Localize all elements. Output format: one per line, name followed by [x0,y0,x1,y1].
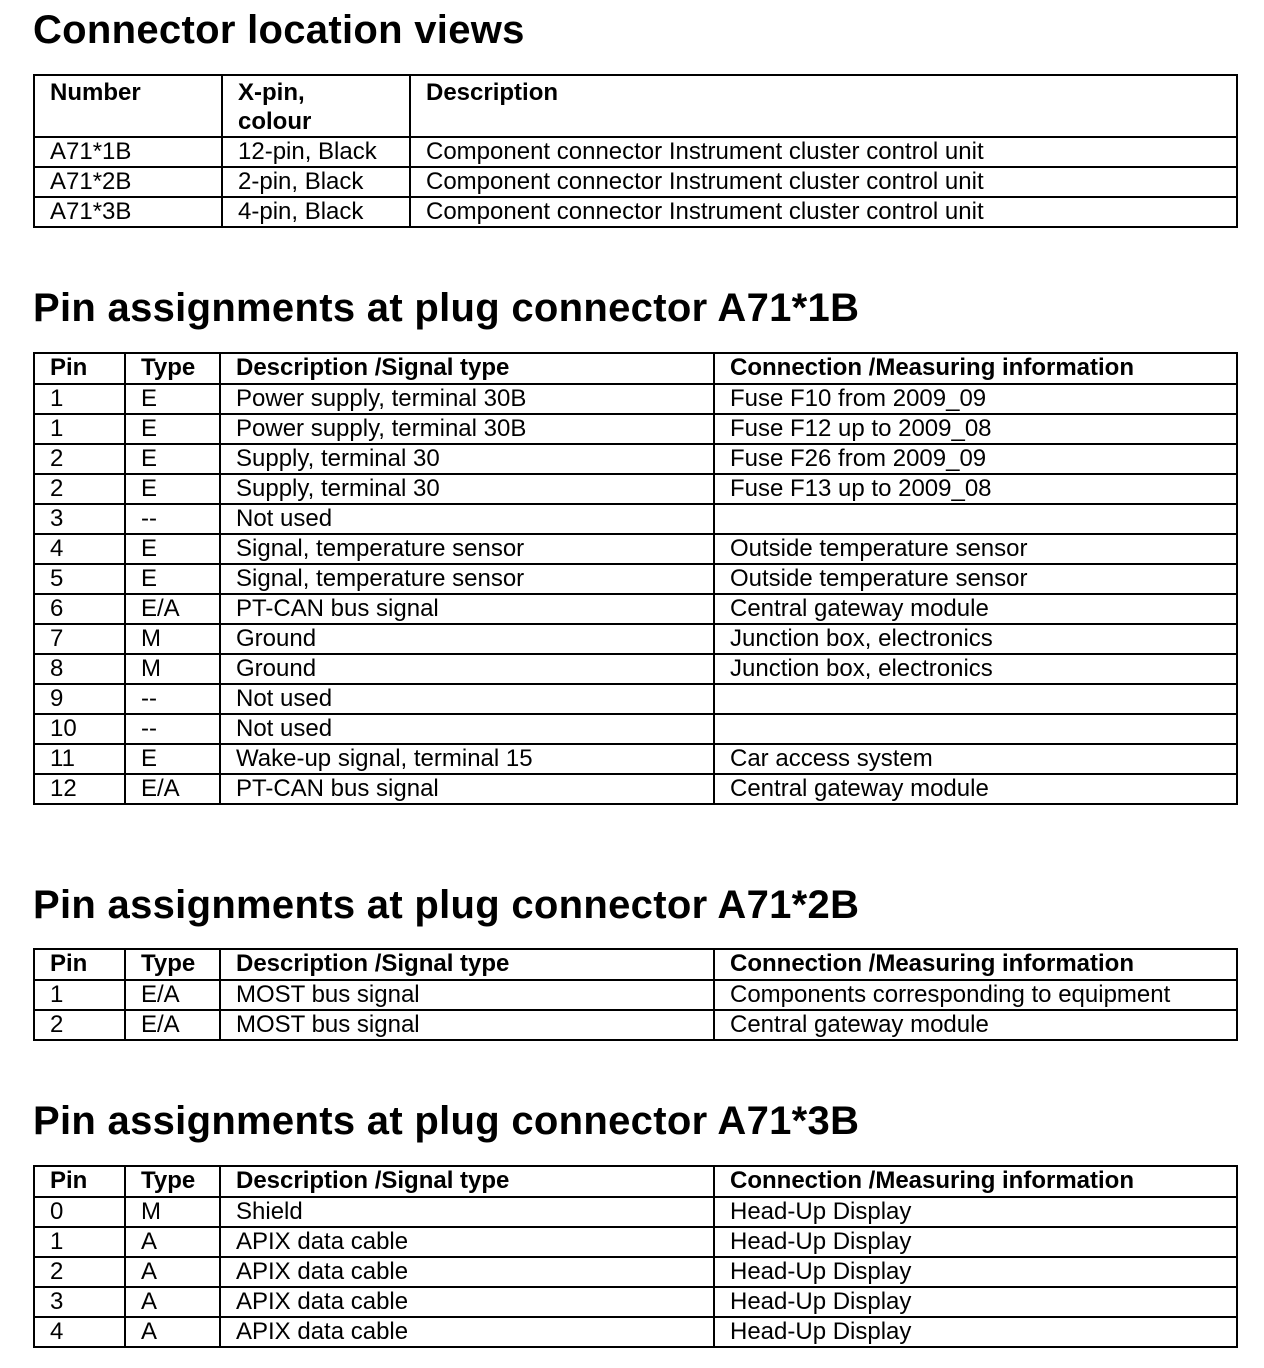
cell-connection: Head-Up Display [714,1227,1237,1257]
cell-type: E [125,444,220,474]
cell-type: A [125,1257,220,1287]
cell-description: Component connector Instrument cluster control unit [410,167,1237,197]
cell-pin: 1 [34,384,125,414]
pin-table-title-3b: Pin assignments at plug connector A71*3B [33,1099,860,1143]
cell-description: APIX data cable [220,1287,714,1317]
table-row [34,197,1237,227]
cell-connection: Junction box, electronics [714,654,1237,684]
column-header-pin: Pin [34,949,125,980]
cell-type: E [125,414,220,444]
table-row [34,1287,1237,1317]
table-row [34,504,1237,534]
cell-pin: 3 [34,1287,125,1317]
table-row [34,384,1237,414]
cell-type: -- [125,714,220,744]
table-body [34,384,1237,804]
column-header-type: Type [125,949,220,980]
cell-number: A71*2B [34,167,222,197]
cell-connection: Head-Up Display [714,1257,1237,1287]
table-row [34,1317,1237,1347]
cell-type: E [125,534,220,564]
cell-number: A71*3B [34,197,222,227]
table-header-row [34,75,1237,137]
cell-description: Power supply, terminal 30B [220,384,714,414]
cell-description: PT-CAN bus signal [220,594,714,624]
cell-type: E/A [125,980,220,1010]
table-row [34,1227,1237,1257]
cell-description: Component connector Instrument cluster control unit [410,197,1237,227]
cell-description: Supply, terminal 30 [220,444,714,474]
cell-type: -- [125,684,220,714]
cell-pin: 2 [34,444,125,474]
pin-table-a71-3b [33,1165,1238,1348]
table-row [34,1197,1237,1227]
cell-connection: Head-Up Display [714,1287,1237,1317]
column-header-connection: Connection /Measuring information [714,949,1237,980]
cell-description: APIX data cable [220,1227,714,1257]
cell-description: Supply, terminal 30 [220,474,714,504]
table-row [34,1257,1237,1287]
cell-connection: Outside temperature sensor [714,564,1237,594]
cell-connection: Fuse F26 from 2009_09 [714,444,1237,474]
cell-connection: Fuse F13 up to 2009_08 [714,474,1237,504]
cell-description: Ground [220,624,714,654]
column-header-description: Description /Signal type [220,1166,714,1197]
table-row [34,534,1237,564]
column-header-type: Type [125,1166,220,1197]
cell-pin: 1 [34,414,125,444]
table-row [34,167,1237,197]
connector-location-title: Connector location views [33,8,525,52]
cell-pin: 2 [34,1257,125,1287]
table-row [34,744,1237,774]
cell-pin: 10 [34,714,125,744]
pin-table-title-1b: Pin assignments at plug connector A71*1B [33,286,860,330]
cell-type: E [125,474,220,504]
column-header-description: Description [410,75,1237,137]
connector-location-table [33,74,1238,228]
table-row [34,594,1237,624]
cell-description: PT-CAN bus signal [220,774,714,804]
table-row [34,414,1237,444]
table-row [34,474,1237,504]
table-header-row [34,1166,1237,1197]
cell-pin: 4 [34,534,125,564]
cell-type: A [125,1227,220,1257]
table-body [34,1197,1237,1347]
cell-type: M [125,1197,220,1227]
cell-description: Not used [220,504,714,534]
table-row [34,624,1237,654]
cell-connection: Fuse F12 up to 2009_08 [714,414,1237,444]
cell-pin: 1 [34,980,125,1010]
cell-pin: 3 [34,504,125,534]
cell-description: Signal, temperature sensor [220,534,714,564]
cell-connection: Car access system [714,744,1237,774]
table-body [34,137,1237,227]
column-header-number: Number [34,75,222,137]
cell-connection: Junction box, electronics [714,624,1237,654]
cell-description: MOST bus signal [220,980,714,1010]
cell-type: E [125,744,220,774]
cell-connection: Components corresponding to equipment [714,980,1237,1010]
column-header-connection: Connection /Measuring information [714,1166,1237,1197]
cell-type: E [125,564,220,594]
cell-description: APIX data cable [220,1317,714,1347]
cell-pin: 4 [34,1317,125,1347]
cell-type: E [125,384,220,414]
cell-x-pin-colour: 2-pin, Black [222,167,410,197]
cell-pin: 9 [34,684,125,714]
column-header-type: Type [125,353,220,384]
cell-connection: Outside temperature sensor [714,534,1237,564]
column-header-description: Description /Signal type [220,353,714,384]
cell-description: MOST bus signal [220,1010,714,1040]
cell-description: Wake-up signal, terminal 15 [220,744,714,774]
cell-type: A [125,1317,220,1347]
table-row [34,774,1237,804]
cell-pin: 2 [34,1010,125,1040]
cell-description: Power supply, terminal 30B [220,414,714,444]
cell-connection [714,684,1237,714]
table-body [34,980,1237,1040]
cell-description: Shield [220,1197,714,1227]
table-row [34,1010,1237,1040]
table-row [34,444,1237,474]
cell-connection [714,504,1237,534]
cell-connection: Fuse F10 from 2009_09 [714,384,1237,414]
cell-connection: Head-Up Display [714,1197,1237,1227]
cell-connection: Central gateway module [714,594,1237,624]
cell-description: APIX data cable [220,1257,714,1287]
table-row [34,137,1237,167]
table-row [34,714,1237,744]
table-header-row [34,353,1237,384]
table-row [34,654,1237,684]
cell-type: E/A [125,594,220,624]
cell-pin: 5 [34,564,125,594]
cell-pin: 1 [34,1227,125,1257]
cell-connection: Central gateway module [714,1010,1237,1040]
cell-description: Not used [220,714,714,744]
column-header-x-pin-colour: X-pin, colour [222,75,410,137]
pin-table-a71-1b [33,352,1238,805]
column-header-connection: Connection /Measuring information [714,353,1237,384]
cell-type: E/A [125,1010,220,1040]
cell-x-pin-colour: 4-pin, Black [222,197,410,227]
table-row [34,564,1237,594]
cell-pin: 11 [34,744,125,774]
column-header-pin: Pin [34,1166,125,1197]
cell-description: Component connector Instrument cluster control unit [410,137,1237,167]
cell-pin: 12 [34,774,125,804]
cell-type: A [125,1287,220,1317]
cell-pin: 0 [34,1197,125,1227]
pin-table-a71-2b [33,948,1238,1041]
cell-number: A71*1B [34,137,222,167]
cell-description: Not used [220,684,714,714]
cell-type: -- [125,504,220,534]
pin-table-title-2b: Pin assignments at plug connector A71*2B [33,883,860,927]
table-header-row [34,949,1237,980]
cell-connection: Central gateway module [714,774,1237,804]
cell-pin: 7 [34,624,125,654]
cell-pin: 2 [34,474,125,504]
column-header-pin: Pin [34,353,125,384]
cell-description: Ground [220,654,714,684]
table-row [34,684,1237,714]
cell-type: M [125,654,220,684]
cell-description: Signal, temperature sensor [220,564,714,594]
cell-pin: 8 [34,654,125,684]
cell-x-pin-colour: 12-pin, Black [222,137,410,167]
cell-connection: Head-Up Display [714,1317,1237,1347]
cell-type: E/A [125,774,220,804]
column-header-description: Description /Signal type [220,949,714,980]
cell-type: M [125,624,220,654]
cell-pin: 6 [34,594,125,624]
cell-connection [714,714,1237,744]
table-row [34,980,1237,1010]
